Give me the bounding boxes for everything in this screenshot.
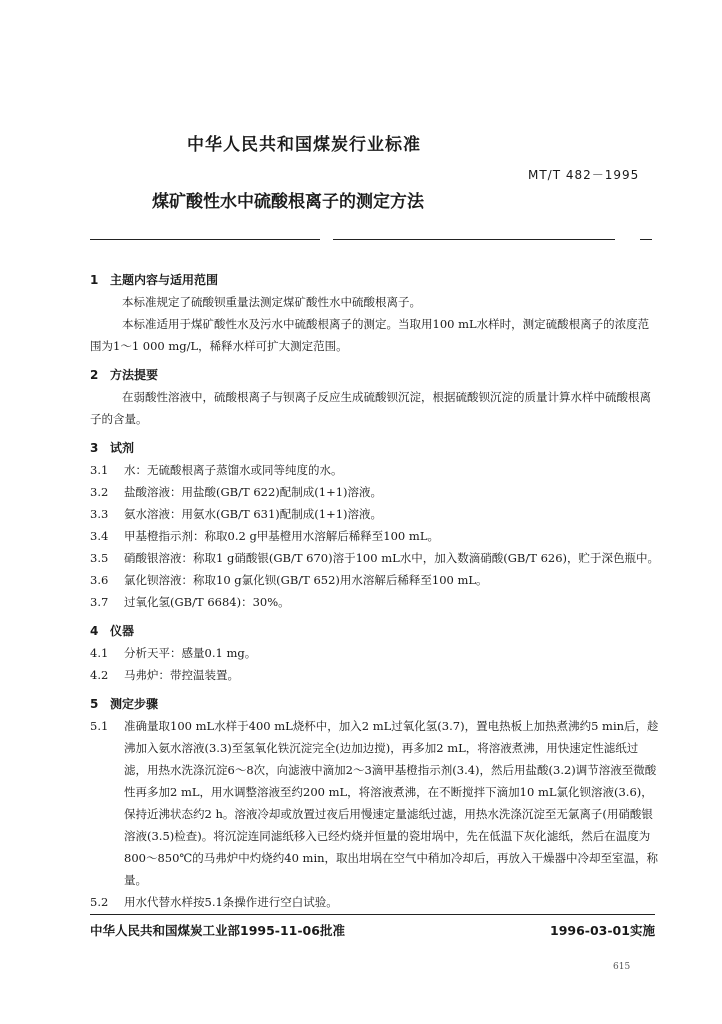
standard-code: MT/T 482－1995 [528,168,640,182]
document-title: 煤矿酸性水中硫酸根离子的测定方法 [152,192,424,212]
list-item: 3.7 过氧化氢(GB/T 6684)：30%。 [90,595,290,609]
list-item: 3.5 硝酸银溶液：称取1 g硝酸银(GB/T 670)溶于100 mL水中，加入数滴硝酸(GB/T 626)，贮于深色瓶中。 [90,551,659,565]
section-heading-2: 2 方法提要 [90,368,159,382]
section-heading-1: 1 主题内容与适用范围 [90,273,219,287]
org-title: 中华人民共和国煤炭行业标准 [187,135,421,155]
list-item: 3.2 盐酸溶液：用盐酸(GB/T 622)配制成(1+1)溶液。 [90,485,383,499]
paragraph: 在弱酸性溶液中，硫酸根离子与钡离子反应生成硫酸钡沉淀，根据硫酸钡沉淀的质量计算水样中硫酸根离子的含量。 [90,390,651,426]
header-rule-tail [640,239,652,240]
header-rule-right [333,239,615,240]
footer-rule [90,914,655,915]
section-heading-5: 5 测定步骤 [90,697,159,711]
section-heading-4: 4 仪器 [90,624,135,638]
list-item: 3.6 氯化钡溶液：称取10 g氯化钡(GB/T 652)用水溶解后稀释至100 mL。 [90,573,488,587]
list-item: 5.2 用水代替水样按5.1条操作进行空白试验。 [90,895,338,909]
approval-line: 中华人民共和国煤炭工业部1995-11-06批准 [90,923,345,938]
page-number: 615 [613,962,631,972]
list-item: 3.3 氨水溶液：用氨水(GB/T 631)配制成(1+1)溶液。 [90,507,383,521]
effective-date: 1996-03-01实施 [550,923,655,938]
list-item: 3.4 甲基橙指示剂：称取0.2 g甲基橙用水溶解后稀释至100 mL。 [90,529,439,543]
list-item: 3.1 水：无硫酸根离子蒸馏水或同等纯度的水。 [90,463,343,477]
paragraph: 本标准适用于煤矿酸性水及污水中硫酸根离子的测定。当取用100 mL水样时，测定硫酸根离子的浓度范围为1～1 000 mg/L，稀释水样可扩大测定范围。 [90,317,650,353]
list-item: 4.2 马弗炉：带控温装置。 [90,668,239,682]
section-heading-3: 3 试剂 [90,441,135,455]
list-item: 4.1 分析天平：感量0.1 mg。 [90,646,257,660]
document-body [90,262,660,913]
header-rule-left [90,239,320,240]
list-item: 5.1 准确量取100 mL水样于400 mL烧杯中，加入2 mL过氧化氢(3.7)，置电热板上加热煮沸约5 min后，趁沸加入氨水溶液(3.3)至氢氧化铁沉淀完全(边加边搅)，再多加2 mL，将溶液煮沸，用快速定性滤纸过滤，用热水洗涤沉淀6～8次，向滤液中滴加2～3滴甲基橙指示剂(3.4)，然后用盐酸(3.2)调节溶液至微酸性再多加2 mL，用水调整溶液至约200 mL，将溶液煮沸，在不断搅拌下滴加10 mL氯化钡溶液(3.6)，保持近沸状态约2 h。溶液冷却或放置过夜后用慢速定量滤纸过滤，用热水洗涤沉淀至无氯离子(用硝酸银溶液(3.5)检查)。将沉淀连同滤纸移入已经灼烧并恒量的瓷坩埚中，先在低温下灰化滤纸，然后在温度为800～850℃的马弗炉中灼烧约40 min，取出坩埚在空气中稍加冷却后，再放入干燥器中冷却至室温，称量。 [90,719,659,887]
paragraph: 本标准规定了硫酸钡重量法测定煤矿酸性水中硫酸根离子。 [122,295,421,309]
